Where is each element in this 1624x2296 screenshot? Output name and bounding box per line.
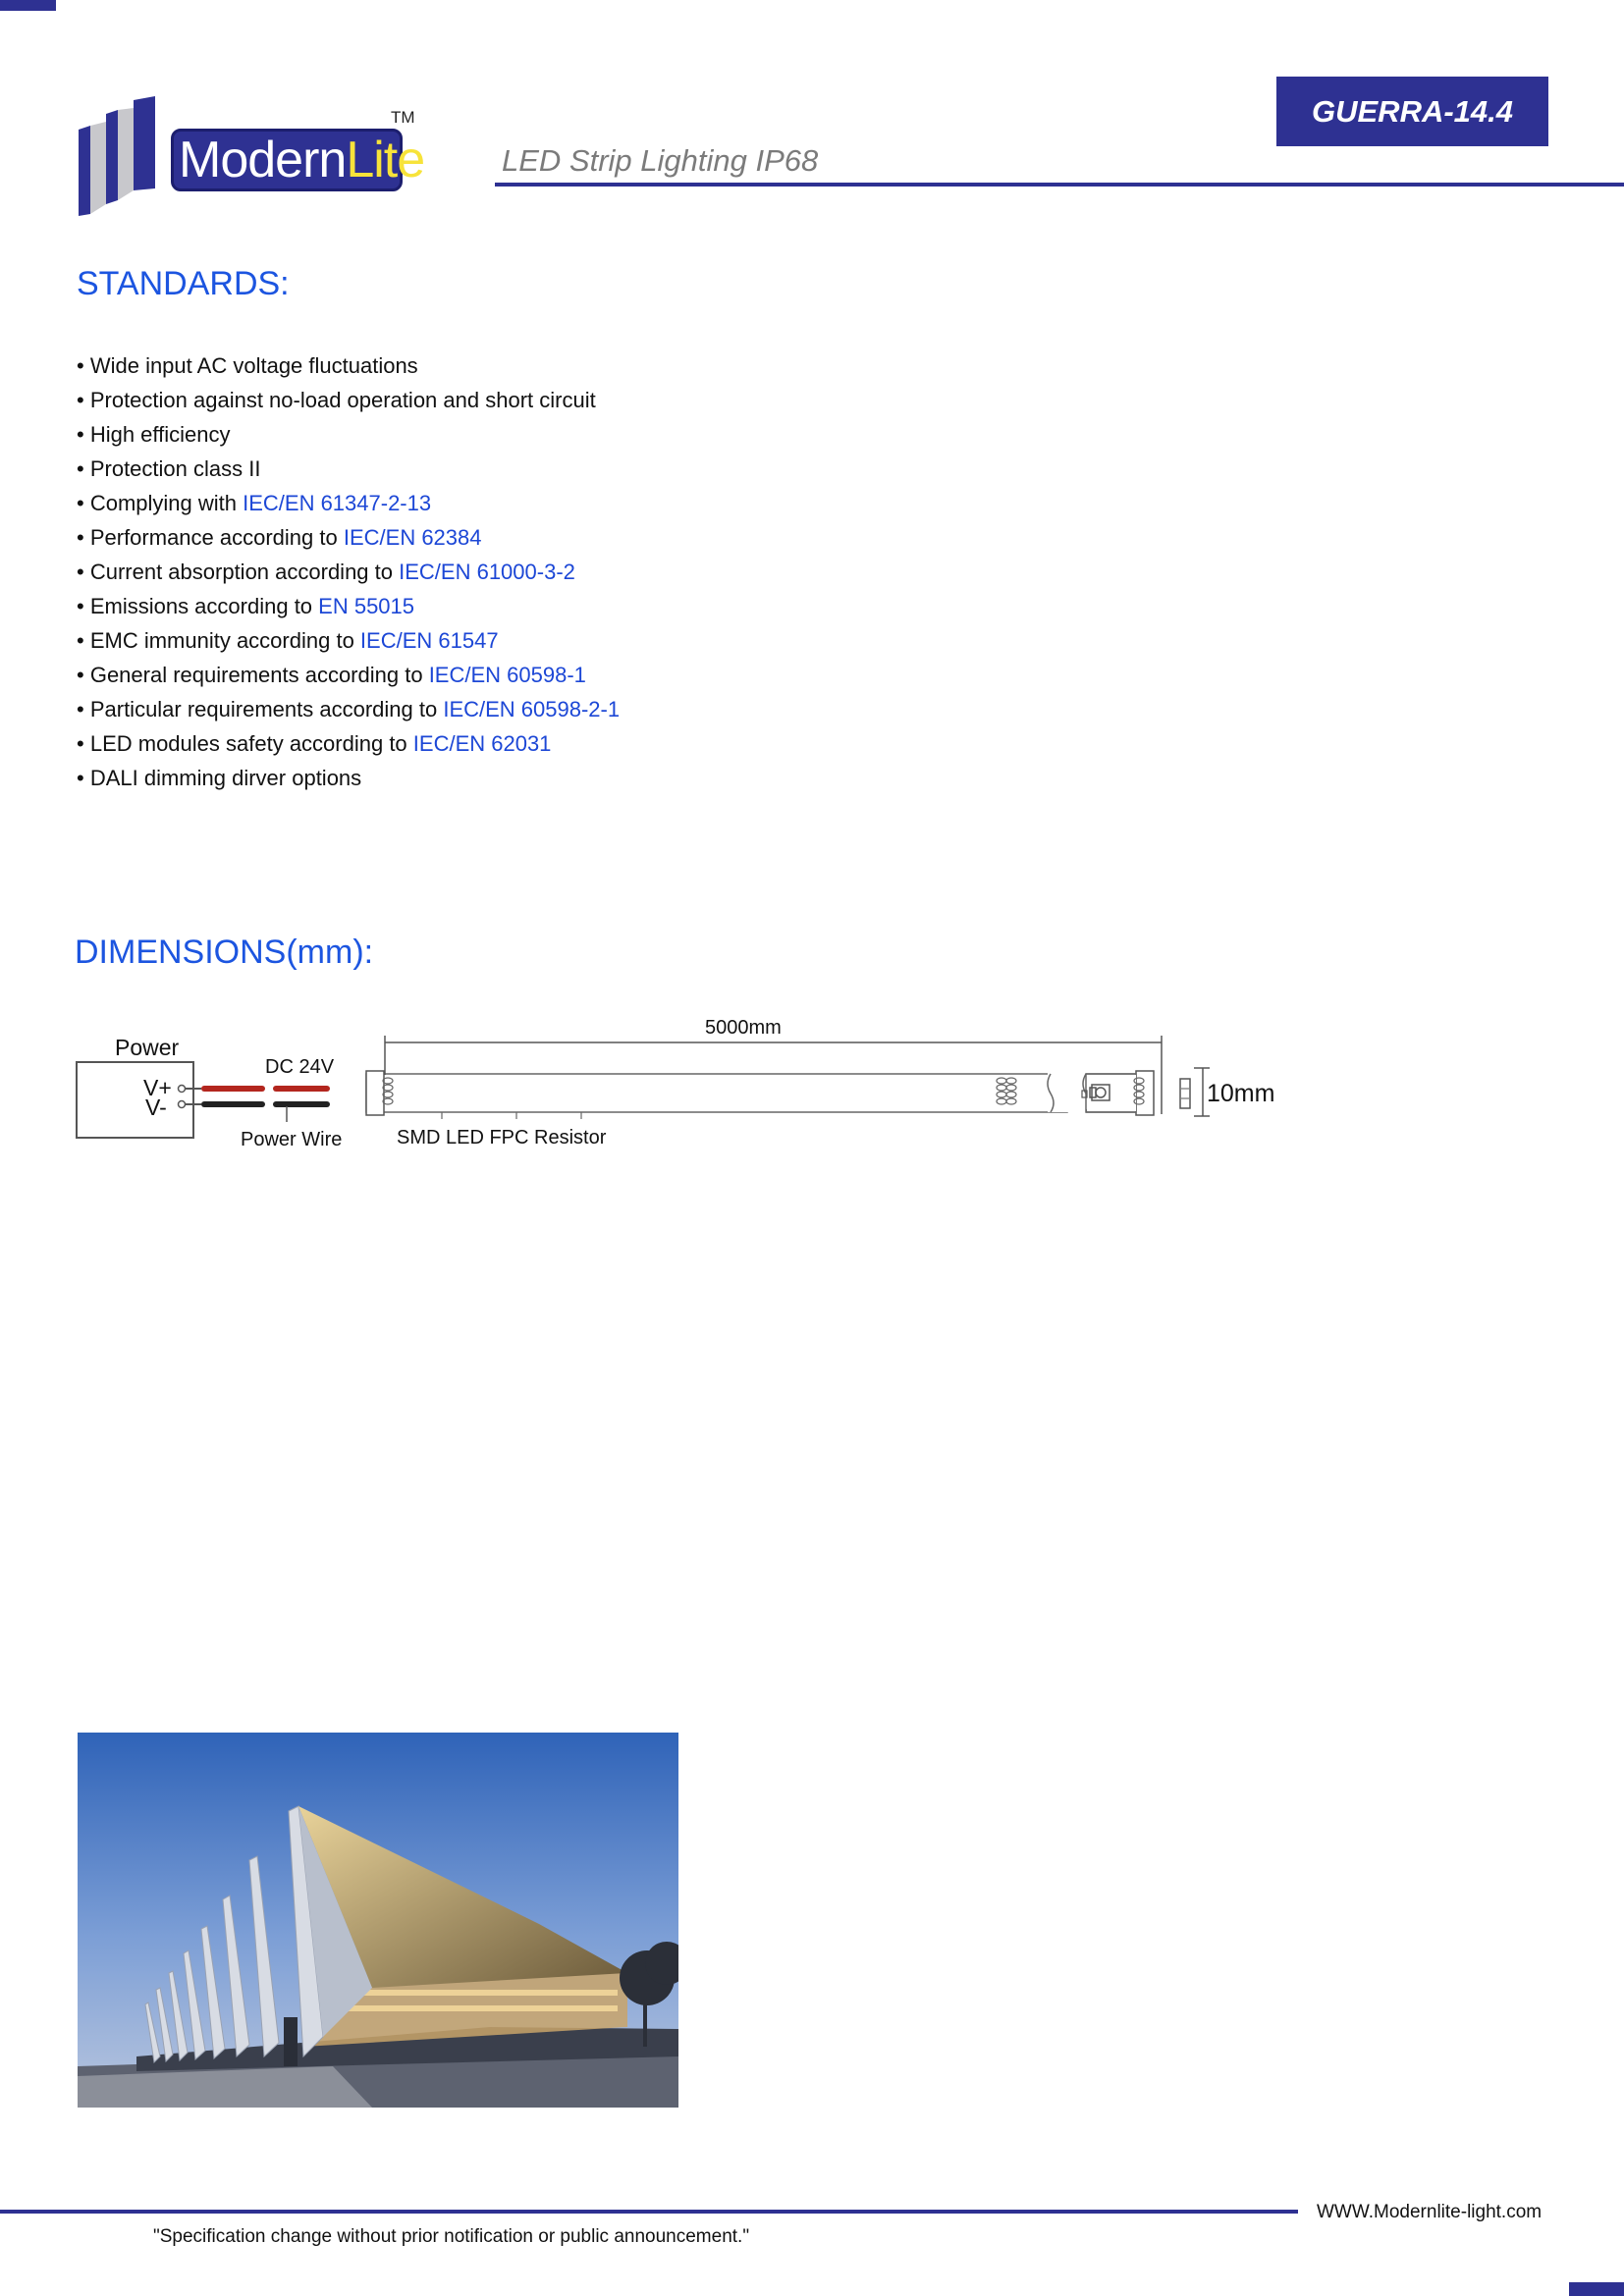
dimensions-heading: DIMENSIONS(mm):	[75, 934, 374, 971]
power-supply-box	[77, 1062, 193, 1138]
list-item: • Protection against no-load operation and short circuit	[77, 388, 596, 412]
corner-accent-top	[0, 0, 56, 11]
cross-section-profile	[1180, 1079, 1190, 1108]
v-minus-label: V-	[145, 1095, 167, 1120]
list-item: • High efficiency	[77, 422, 231, 447]
list-item: • LED modules safety according to IEC/EN 62031	[77, 731, 552, 756]
end-cap-left	[366, 1071, 384, 1115]
power-label: Power	[115, 1035, 180, 1060]
list-item: • EMC immunity according to IEC/EN 61547	[77, 628, 499, 653]
list-item: • Performance according to IEC/EN 62384	[77, 525, 482, 550]
terminal-plus	[179, 1086, 186, 1093]
building-photo	[78, 1733, 678, 2108]
standards-list	[77, 348, 620, 795]
resistor-coils-icon	[383, 1078, 1144, 1104]
width-label: 10mm	[1207, 1080, 1275, 1107]
logo-wordmark: ModernLite	[179, 132, 425, 188]
list-item: • Current absorption according to IEC/EN 61000-3-2	[77, 560, 575, 584]
dimension-drawing	[69, 1006, 1306, 1163]
model-badge: GUERRA-14.4	[1276, 77, 1548, 146]
terminal-minus	[179, 1101, 186, 1108]
wire-red-right	[273, 1086, 330, 1092]
footer-website: WWW.Modernlite-light.com	[1317, 2202, 1543, 2222]
length-label: 5000mm	[705, 1017, 782, 1039]
wire-black-right	[273, 1101, 330, 1107]
list-item: • Protection class II	[77, 456, 261, 481]
brand-logo	[77, 94, 430, 222]
wire-black-left	[201, 1101, 265, 1107]
parts-label: SMD LED FPC Resistor	[397, 1127, 607, 1148]
dc-voltage-label: DC 24V	[265, 1056, 335, 1078]
list-item: • General requirements according to IEC/EN 60598-1	[77, 663, 586, 687]
footer-divider	[0, 2210, 1298, 2214]
power-wire-label: Power Wire	[241, 1129, 343, 1150]
trademark-symbol: TM	[391, 108, 415, 127]
corner-accent-bottom	[1569, 2282, 1624, 2296]
led-strip-body	[366, 1074, 1067, 1112]
list-item: • Wide input AC voltage fluctuations	[77, 353, 418, 378]
list-item: • Complying with IEC/EN 61347-2-13	[77, 491, 432, 515]
footer-disclaimer: "Specification change without prior notification or public announcement."	[153, 2226, 750, 2247]
list-item: • Particular requirements according to IEC/EN 60598-2-1	[77, 697, 621, 721]
list-item: • DALI dimming dirver options	[77, 766, 362, 790]
wire-red-left	[201, 1086, 265, 1092]
list-item: • Emissions according to EN 55015	[77, 594, 415, 618]
logo-mark-icon	[77, 94, 175, 222]
page-subtitle: LED Strip Lighting IP68	[502, 143, 819, 178]
standards-heading: STANDARDS:	[77, 265, 290, 302]
v-plus-label: V+	[143, 1075, 172, 1100]
title-divider	[495, 183, 1624, 187]
